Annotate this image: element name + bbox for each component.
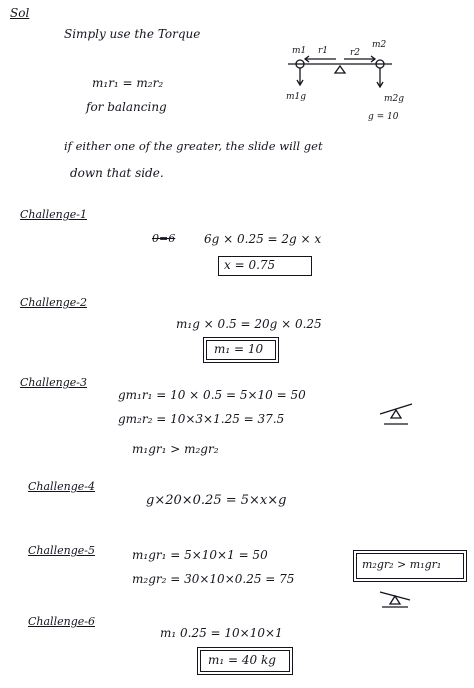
diagram-r1-label: r1 — [318, 46, 329, 56]
challenge-2-answer: m₁ = 10 — [214, 342, 264, 356]
note-line-1: if either one of the greater, the slide will get — [64, 139, 323, 153]
challenge-5-answer: m₂gr₂ > m₁gr₁ — [362, 558, 442, 571]
challenge-1-equation: 6g × 0.25 = 2g × x — [204, 232, 322, 246]
challenge-1-title: Challenge-1 — [20, 208, 87, 221]
challenge-6-answer: m₁ = 40 kg — [208, 653, 276, 667]
challenge-2-equation: m₁g × 0.5 = 20g × 0.25 — [176, 317, 322, 331]
sol-heading: Sol — [10, 6, 30, 20]
challenge-4-equation: g×20×0.25 = 5×x×g — [146, 493, 287, 508]
challenge-5-title: Challenge-5 — [28, 544, 95, 557]
diagram-m1-label: m1 — [292, 46, 307, 56]
diagram-r2-label: r2 — [350, 48, 361, 58]
challenge-5-line-1: m₁gr₁ = 5×10×1 = 50 — [132, 548, 268, 562]
challenge-3-line-2: gm₂r₂ = 10×3×1.25 = 37.5 — [118, 412, 285, 426]
challenge-1-struck-text: 0=6 — [152, 232, 176, 245]
challenge-3-title: Challenge-3 — [20, 376, 87, 389]
challenge-3-line-1: gm₁r₁ = 10 × 0.5 = 5×10 = 50 — [118, 388, 306, 402]
challenge-5-line-2: m₂gr₂ = 30×10×0.25 = 75 — [132, 572, 295, 586]
challenge-4-title: Challenge-4 — [28, 480, 95, 493]
for-balancing-text: for balancing — [86, 100, 167, 114]
diagram-m1g-label: m1g — [286, 92, 307, 102]
diagram-g-label: g = 10 — [368, 112, 399, 122]
challenge-1-answer: x = 0.75 — [224, 258, 276, 272]
challenge-3-line-3: m₁gr₁ > m₂gr₂ — [132, 442, 219, 456]
torque-equation: m₁r₁ = m₂r₂ — [92, 76, 164, 90]
diagram-m2g-label: m2g — [384, 94, 405, 104]
diagram-m2-label: m2 — [372, 40, 387, 50]
challenge-2-title: Challenge-2 — [20, 296, 87, 309]
challenge-6-title: Challenge-6 — [28, 615, 95, 628]
challenge-6-equation: m₁ 0.25 = 10×10×1 — [160, 626, 283, 640]
intro-line: Simply use the Torque — [64, 27, 201, 41]
note-line-2: down that side. — [70, 166, 164, 180]
